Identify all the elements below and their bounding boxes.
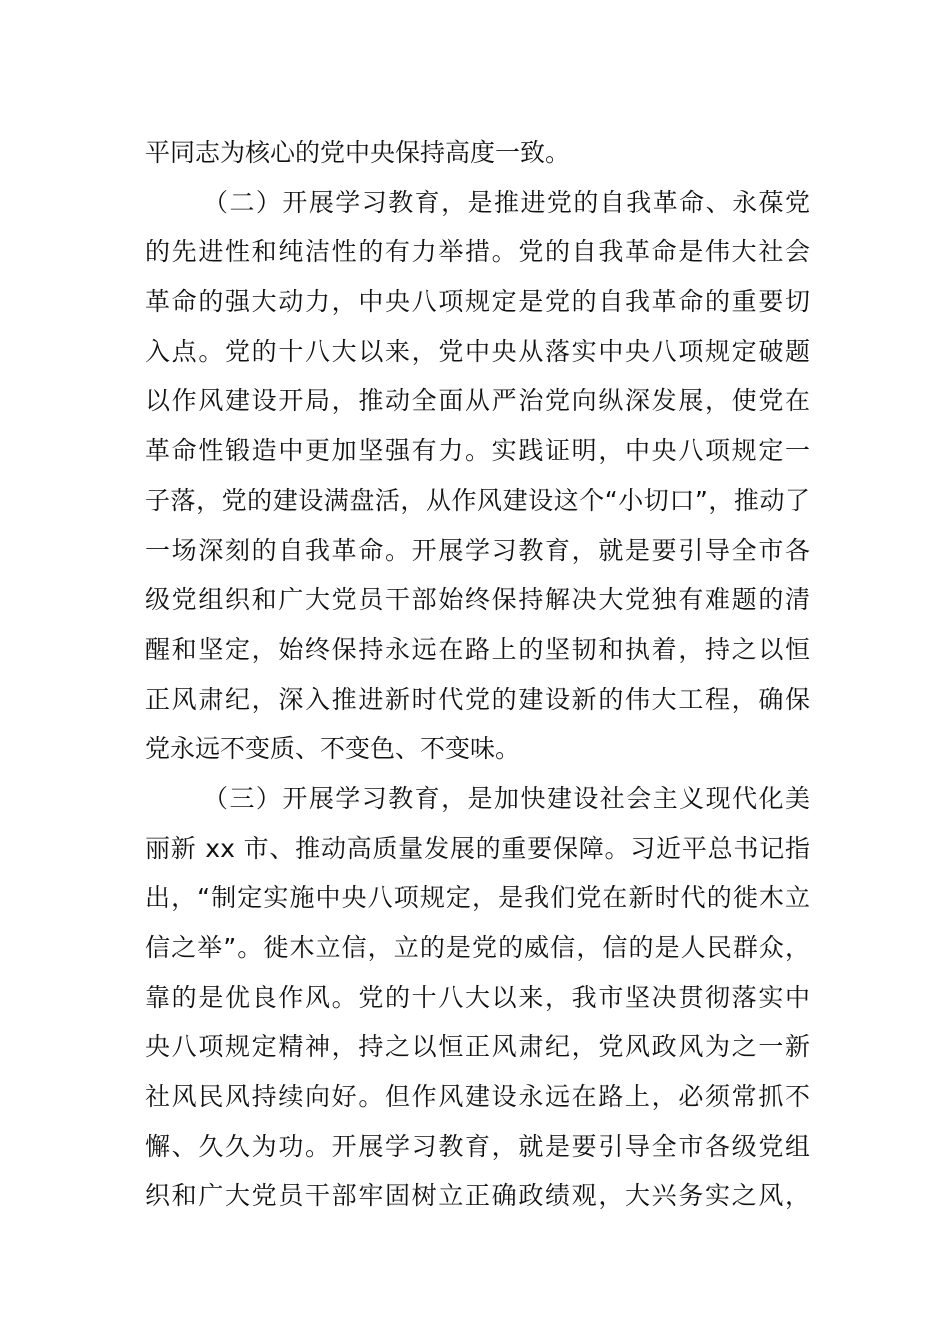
text-line: 级党组织和广大党员干部始终保持解决大党独有难题的清 [145, 585, 810, 615]
paragraph-section-three [145, 774, 810, 1221]
paragraph-last-line: 党永远不变质、不变色、不变味。 [145, 734, 521, 764]
text-line: 懈、久久为功。开展学习教育，就是要引导全市各级党组 [145, 1131, 810, 1161]
text-line: 醒和坚定，始终保持永远在路上的坚韧和执着，持之以恒 [145, 634, 810, 664]
paragraph-section-two [145, 178, 810, 774]
text-line: 信之举”。徙木立信，立的是党的威信，信的是人民群众， [145, 933, 810, 962]
text-line: 革命性锻造中更加坚强有力。实践证明，中央八项规定一 [145, 436, 810, 466]
text-line: 丽新 xx 市、推动高质量发展的重要保障。习近平总书记指 [145, 833, 810, 863]
text-line: 央八项规定精神，持之以恒正风肃纪，党风政风为之一新 [145, 1032, 810, 1062]
paragraph-continuation [145, 128, 810, 178]
text-line: 入点。党的十八大以来，党中央从落实中央八项规定破题 [145, 336, 810, 366]
text-line: 靠的是优良作风。党的十八大以来，我市坚决贯彻落实中 [145, 982, 810, 1012]
text-line: 正风肃纪，深入推进新时代党的建设新的伟大工程，确保 [145, 684, 810, 714]
text-line: 织和广大党员干部牢固树立正确政绩观，大兴务实之风， [145, 1181, 810, 1211]
document-body [145, 128, 810, 1221]
text-line: 出，“制定实施中央八项规定，是我们党在新时代的徙木立 [145, 883, 810, 913]
text-line: 的先进性和纯洁性的有力举措。党的自我革命是伟大社会 [145, 237, 810, 267]
text-line: 子落，党的建设满盘活，从作风建设这个“小切口”，推动了 [145, 485, 810, 515]
text-line: 平同志为核心的党中央保持高度一致。 [145, 138, 571, 167]
text-line: 一场深刻的自我革命。开展学习教育，就是要引导全市各 [145, 535, 810, 565]
text-line: 革命的强大动力，中央八项规定是党的自我革命的重要切 [145, 287, 810, 317]
paragraph-first-line: （三）开展学习教育，是加快建设社会主义现代化美 [203, 783, 810, 813]
text-line: 以作风建设开局，推动全面从严治党向纵深发展，使党在 [145, 386, 810, 416]
paragraph-first-line: （二）开展学习教育，是推进党的自我革命、永葆党 [203, 187, 810, 217]
text-line: 社风民风持续向好。但作风建设永远在路上，必须常抓不 [145, 1082, 810, 1112]
